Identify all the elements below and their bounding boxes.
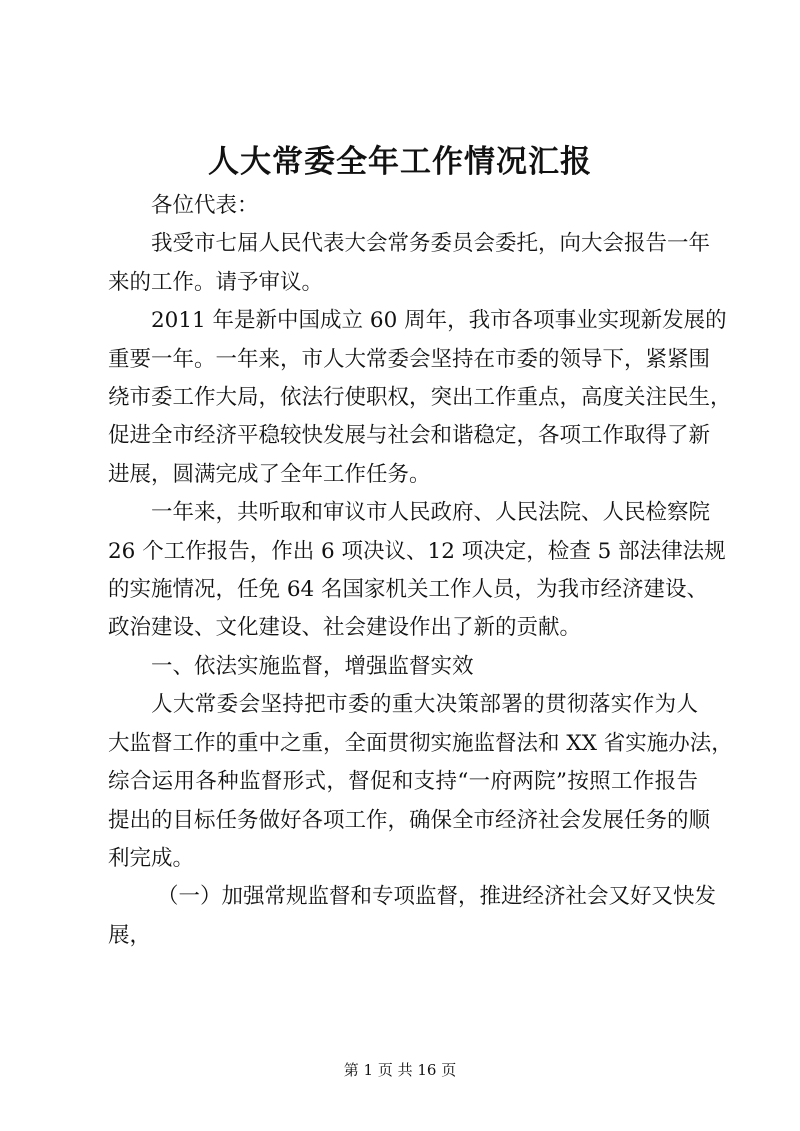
paragraph-line: 来的工作。请予审议。	[108, 269, 324, 295]
salutation: 各位代表：	[151, 193, 259, 218]
paragraph-line: 我受市七届人民代表大会常务委员会委托，向大会报告一年	[151, 231, 711, 257]
paragraph-line: 提出的目标任务做好各项工作，确保全市经济社会发展任务的顺	[108, 807, 711, 833]
paragraph-line: 26 个工作报告，作出 6 项决议、12 项决定，检查 5 部法律法规	[108, 538, 726, 564]
paragraph-line: 政治建设、文化建设、社会建设作出了新的贡献。	[108, 615, 582, 641]
paragraph-line: 展，	[108, 922, 152, 948]
paragraph-line: 综合运用各种监督形式，督促和支持“一府两院”按照工作报告	[108, 769, 698, 795]
section-heading-text: 一、依法实施监督，增强监督实效	[151, 653, 474, 679]
page-footer: 第 1 页 共 16 页	[343, 1061, 457, 1079]
document-title: 人大常委全年工作情况汇报	[208, 144, 592, 180]
subsection-heading	[108, 878, 717, 955]
paragraph-line: 利完成。	[108, 845, 195, 871]
paragraph-line: 大监督工作的重中之重，全面贯彻实施监督法和 XX 省实施办法，	[108, 730, 733, 756]
paragraph	[108, 494, 726, 648]
section-heading	[108, 648, 698, 686]
paragraph	[108, 302, 732, 494]
paragraph-line: 人大常委会坚持把市委的重大决策部署的贯彻落实作为人	[151, 692, 698, 718]
paragraph-line: （一）加强常规监督和专项监督，推进经济社会又好又快发	[157, 884, 717, 910]
paragraph	[108, 686, 733, 878]
paragraph-line: 2011 年是新中国成立 60 周年，我市各项事业实现新发展的	[151, 308, 727, 334]
paragraph-line: 的实施情况，任免 64 名国家机关工作人员，为我市经济建设、	[108, 577, 709, 603]
paragraph	[108, 225, 711, 302]
paragraph-line: 一年来，共听取和审议市人民政府、人民法院、人民检察院	[151, 500, 711, 526]
paragraph-line: 重要一年。一年来，市人大常委会坚持在市委的领导下，紧紧围	[108, 346, 711, 372]
paragraph-line: 促进全市经济平稳较快发展与社会和谐稳定，各项工作取得了新	[108, 423, 711, 449]
paragraph-line: 绕市委工作大局，依法行使职权，突出工作重点，高度关注民生，	[108, 385, 732, 411]
paragraph-line: 进展，圆满完成了全年工作任务。	[108, 461, 431, 487]
document-body	[108, 187, 733, 955]
